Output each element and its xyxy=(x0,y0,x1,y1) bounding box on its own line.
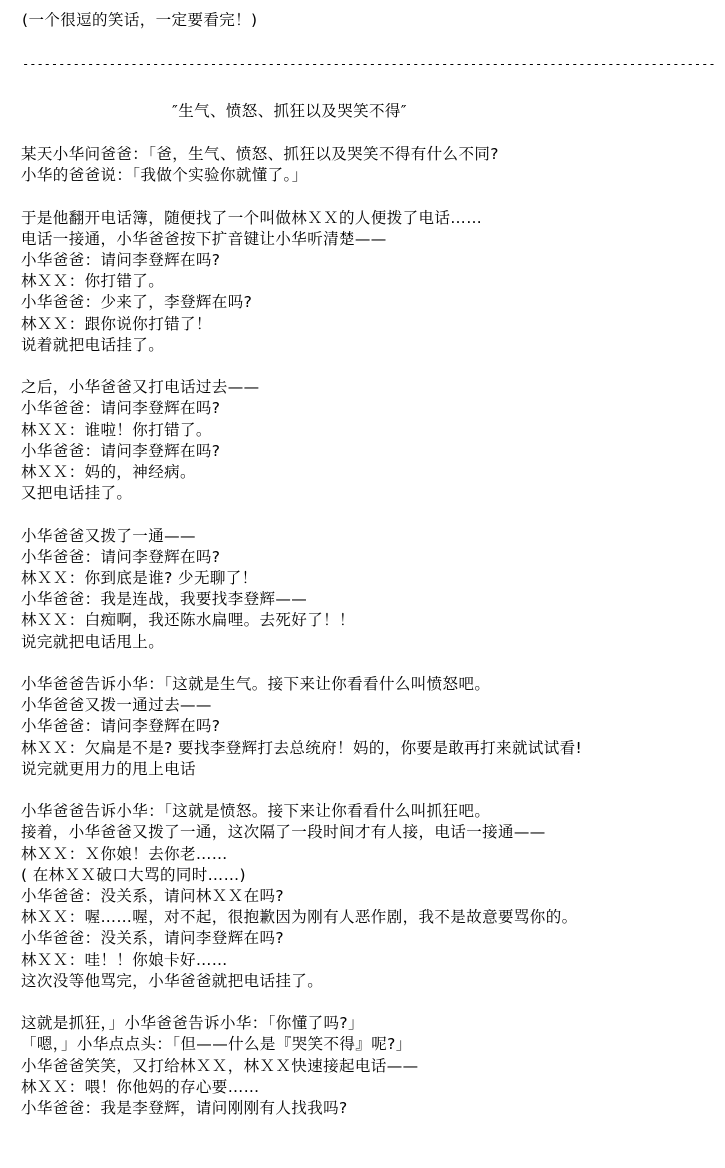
story-line: 林ＸＸ：白痴啊，我还陈水扁哩。去死好了！！ xyxy=(21,611,355,630)
story-line: 小华爸爸：请问李登辉在吗? xyxy=(21,441,221,460)
story-line: 说着就把电话挂了。 xyxy=(21,335,165,354)
story-line: 林ＸＸ：喂！你他妈的存心要…… xyxy=(21,1077,260,1096)
story-line: 林ＸＸ：你到底是谁? 少无聊了！ xyxy=(21,569,258,587)
story-line: 小华爸爸：请问李登辉在吗? xyxy=(21,717,221,736)
story-line: 这次没等他骂完，小华爸爸就把电话挂了。 xyxy=(21,971,324,990)
story-line: 林ＸＸ：Ｘ你娘！去你老…… xyxy=(21,844,228,863)
story-line: 之后，小华爸爸又打电话过去—— xyxy=(21,378,260,397)
story-line: 小华爸爸又拨了一通—— xyxy=(21,526,196,545)
story-line: 小华爸爸：请问李登辉在吗? xyxy=(21,251,221,269)
story-line: 某天小华问爸爸：「爸，生气、愤怒、抓狂以及哭笑不得有什么不同? xyxy=(21,145,499,163)
story-line: 林ＸＸ：妈的，神经病。 xyxy=(21,463,196,481)
story-line: 小华爸爸：没关系，请问林ＸＸ在吗? xyxy=(21,887,285,905)
story-line: 小华的爸爸说：「我做个实验你就懂了。」 xyxy=(21,166,308,185)
page-title: ″生气、愤怒、抓狂以及哭笑不得″ xyxy=(172,102,407,120)
story-line: 小华爸爸：我是连战，我要找李登辉—— xyxy=(21,590,308,609)
story-line: 林ＸＸ：你打错了。 xyxy=(21,272,165,291)
story-line: 小华爸爸笑笑，又打给林ＸＸ，林ＸＸ快速接起电话—— xyxy=(21,1056,419,1075)
story-line: 小华爸爸告诉小华：「这就是愤怒。接下来让你看看什么叫抓狂吧。 xyxy=(21,802,491,821)
story-line: 林ＸＸ：喔……喔，对不起，很抱歉因为刚有人恶作剧，我不是故意要骂你的。 xyxy=(21,908,578,927)
story-line: 林ＸＸ：欠扁是不是? 要找李登辉打去总统府！妈的，你要是敢再打来就试试看! xyxy=(21,738,583,757)
story-line: ( 在林ＸＸ破口大骂的同时……) xyxy=(21,865,246,884)
story-line: 「嗯，」小华点点头：「但——什么是『哭笑不得』呢?」 xyxy=(21,1035,412,1054)
story-line: 又把电话挂了。 xyxy=(21,484,133,503)
dashed-divider: ------------------------------------------------------------------------------------------------ xyxy=(22,57,716,71)
story-line: 小华爸爸：请问李登辉在吗? xyxy=(21,399,221,418)
story-line: 小华爸爸又拨一通过去—— xyxy=(21,696,212,715)
story-line: 林ＸＸ：跟你说你打错了！ xyxy=(21,314,212,333)
story-line: 这就是抓狂，」小华爸爸告诉小华：「你懂了吗?」 xyxy=(21,1014,364,1033)
story-line: 小华爸爸：少来了，李登辉在吗? xyxy=(21,293,253,312)
story-line: 小华爸爸：请问李登辉在吗? xyxy=(21,547,221,566)
story-line: 小华爸爸：我是李登辉，请问刚刚有人找我吗? xyxy=(21,1099,348,1117)
story-line: 接着，小华爸爸又拨了一通，这次隔了一段时间才有人接，电话一接通—— xyxy=(21,823,546,842)
story-line: 林ＸＸ：谁啦！你打错了。 xyxy=(21,420,212,439)
intro-note: (一个很逗的笑话，一定要看完！) xyxy=(22,11,258,29)
story-line: 电话一接通，小华爸爸按下扩音键让小华听清楚—— xyxy=(21,229,387,248)
story-line: 说完就把电话甩上。 xyxy=(21,632,165,651)
story-line: 小华爸爸告诉小华：「这就是生气。接下来让你看看什么叫愤怒吧。 xyxy=(21,675,491,693)
story-line: 说完就更用力的甩上电话 xyxy=(21,759,196,778)
story-line: 林ＸＸ：哇！！你娘卡好…… xyxy=(21,950,228,969)
story-line: 于是他翻开电话簿，随便找了一个叫做林ＸＸ的人便拨了电话…… xyxy=(21,208,483,227)
story-line: 小华爸爸：没关系，请问李登辉在吗? xyxy=(21,929,285,948)
